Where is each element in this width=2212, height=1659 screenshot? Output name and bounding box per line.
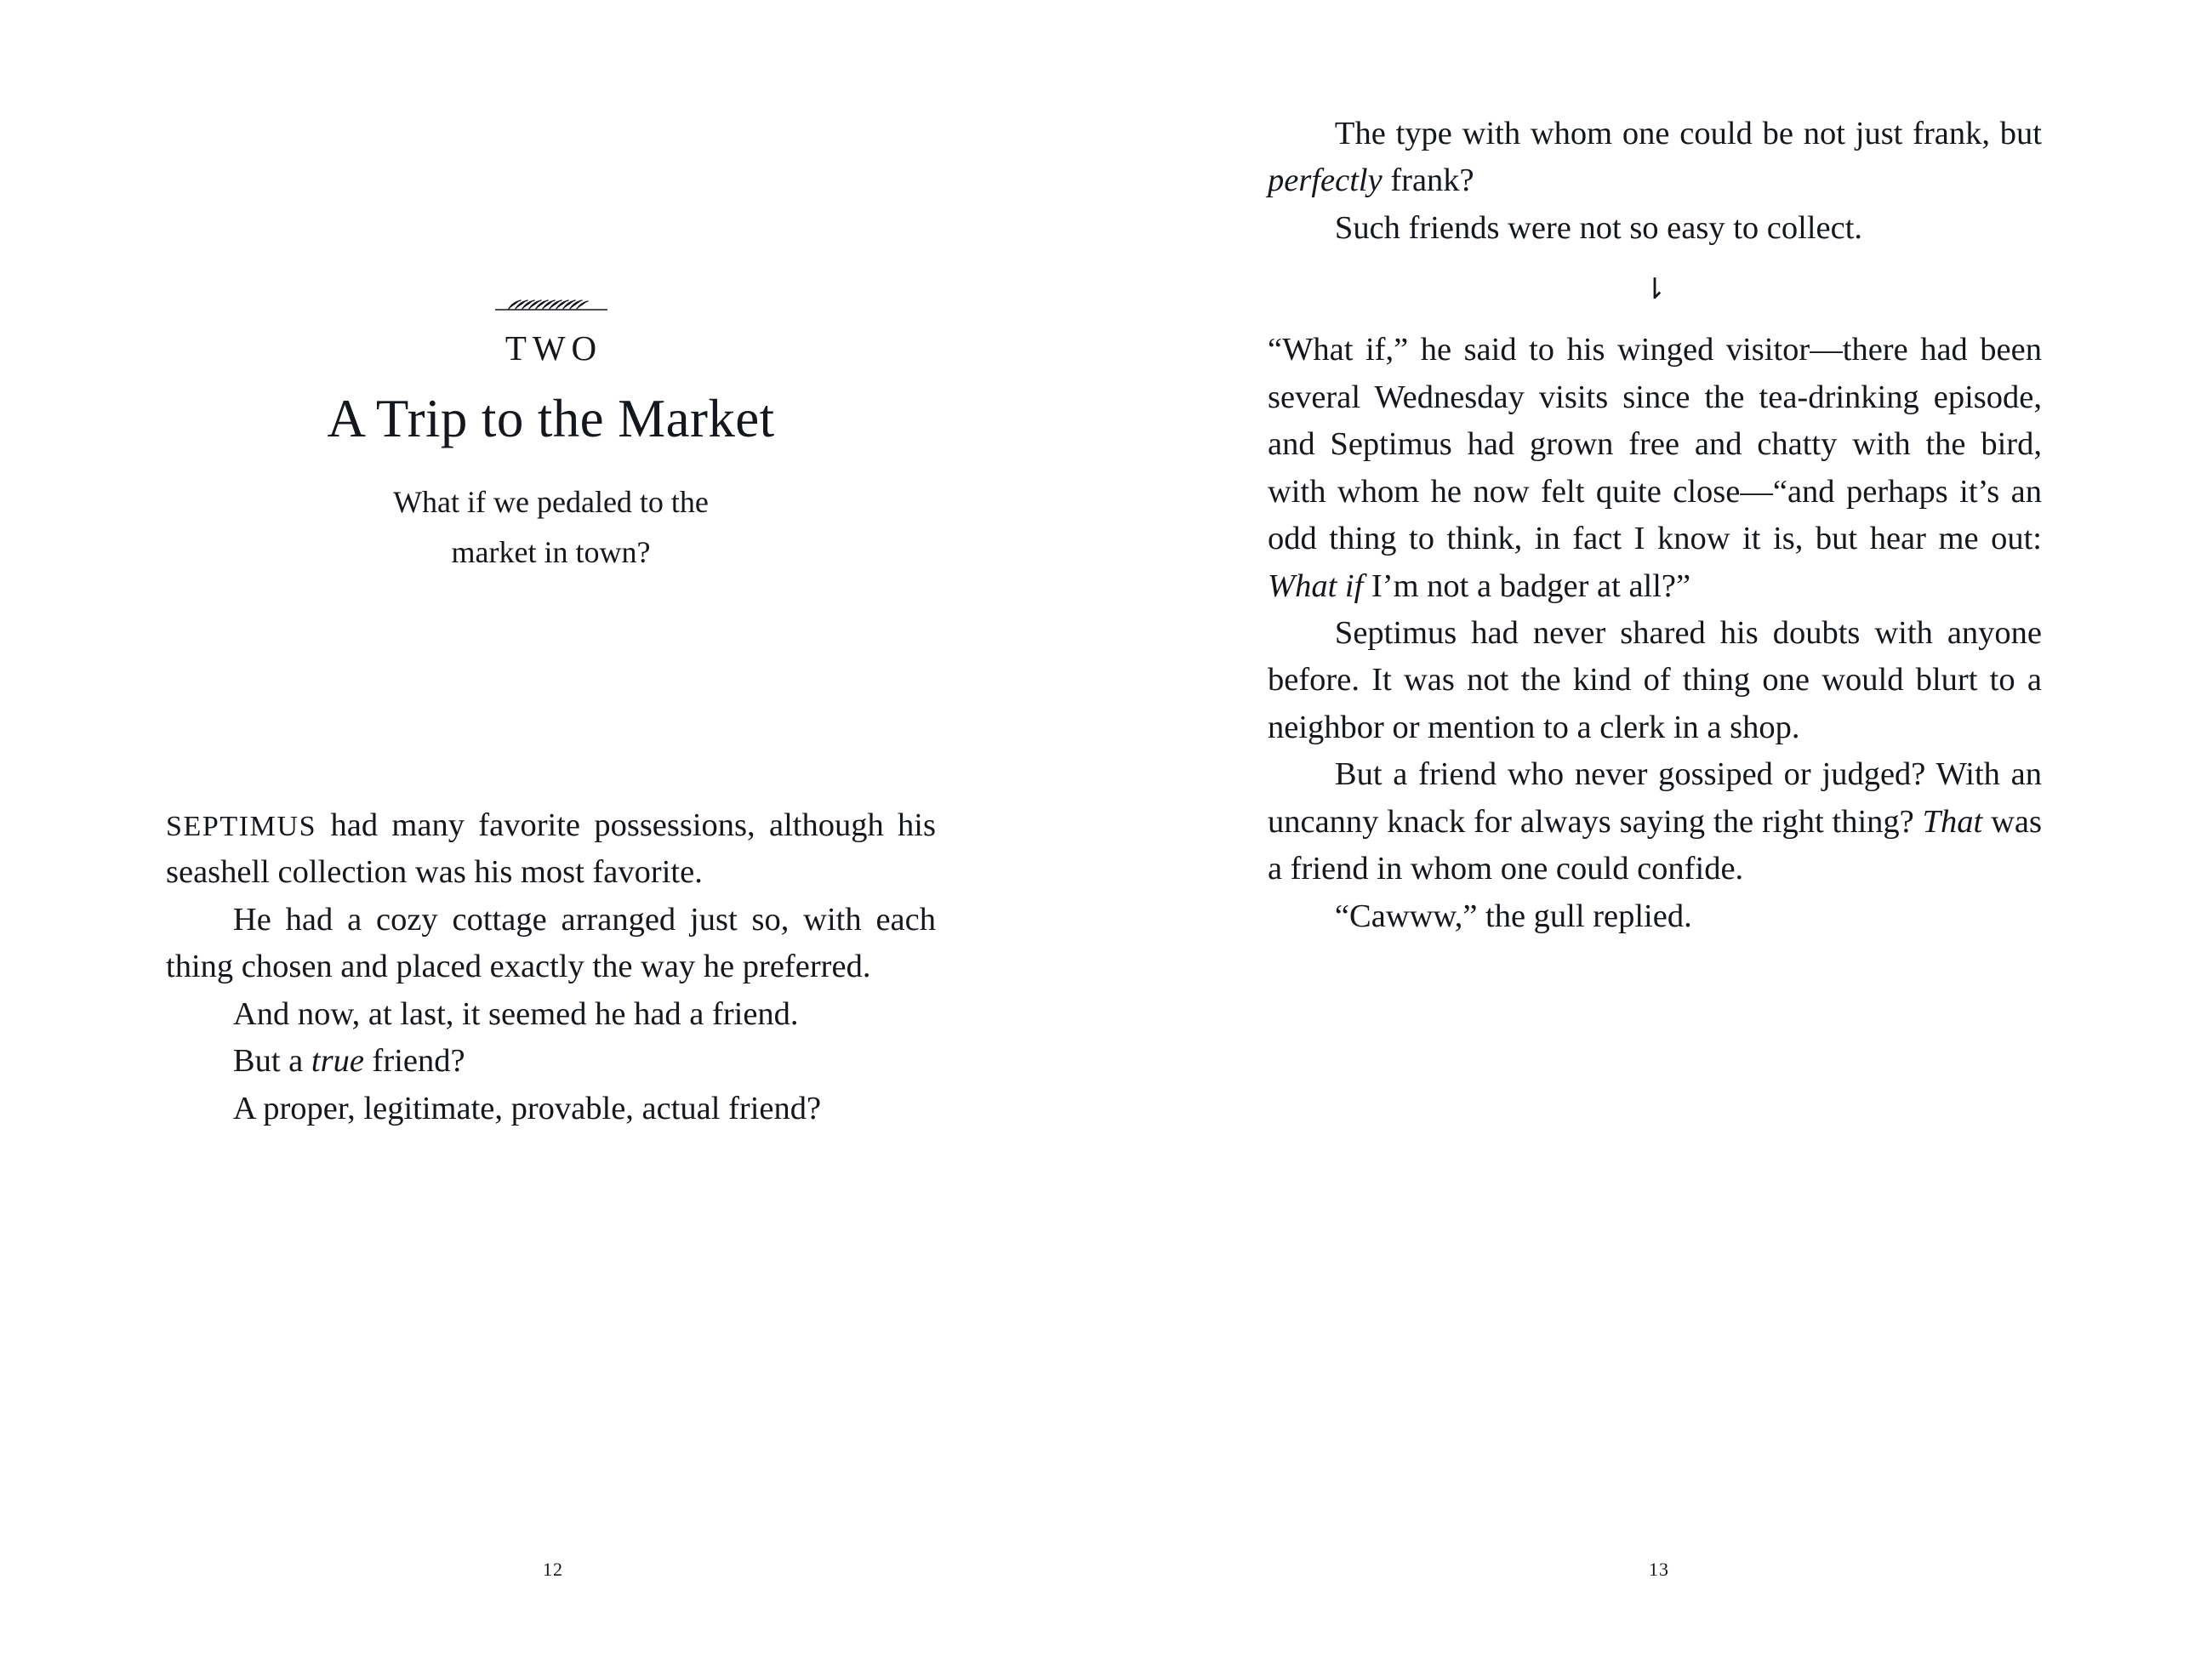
paragraph-10-italic: That: [1922, 803, 1983, 840]
paragraph-6-pre: The type with whom one could be not just frank, but: [1334, 116, 2042, 151]
paragraph-10-pre: But a friend who never gossiped or judged? With an uncanny knack for always saying the right thing?: [1268, 756, 2042, 840]
right-body-text: [1268, 111, 2042, 940]
opening-small-caps: SEPTIMUS: [166, 810, 317, 842]
chapter-epigraph: [313, 477, 790, 577]
folio-left: 12: [543, 1559, 563, 1580]
paragraph-4-pre: But a: [232, 1043, 311, 1080]
paragraph-4-post: friend?: [363, 1043, 465, 1080]
paragraph-11: “Cawww,” the gull replied.: [1334, 898, 1692, 934]
chapter-title: A Trip to the Market: [327, 389, 775, 448]
chapter-opener: [166, 294, 936, 577]
paragraph-4-italic: true: [311, 1043, 364, 1080]
section-break-ornament: ⇂: [1642, 274, 1668, 306]
paragraph-8: [1268, 327, 2042, 610]
paragraph-8-post: I’m not a badger at all?”: [1363, 567, 1691, 604]
paragraph-2: He had a cozy cottage arranged just so, with each thing chosen and placed exactly the way he preferred.: [166, 901, 936, 985]
paragraph-1: [166, 802, 936, 897]
paragraph-7: Such friends were not so easy to collect.: [1334, 209, 1863, 246]
paragraph-3: And now, at last, it seemed he had a friend.: [232, 995, 799, 1032]
paragraph-8-pre: “What if,” he said to his winged visitor—there had been several Wednesday visits since the tea-drinking episode, and Septimus had grown free and chatty with the bird, with whom he now felt quite close—“and perhaps it’s an odd thing to think, in fact I know it is, but hear me out:: [1268, 332, 2042, 557]
paragraph-8-italic: What if: [1268, 567, 1364, 604]
paragraph-6-italic: perfectly: [1268, 162, 1382, 199]
epigraph-line-1: What if we pedaled to the: [393, 485, 709, 520]
paragraph-6: [1268, 111, 2042, 205]
chapter-number: TWO: [505, 328, 603, 368]
paragraph-10: [1268, 751, 2042, 892]
paragraph-6-post: frank?: [1382, 162, 1474, 199]
paragraph-10-post: was a friend in whom one could confide.: [1268, 803, 2042, 887]
folio-right: 13: [1649, 1559, 1669, 1580]
leaf-rule-ornament: [483, 294, 619, 316]
paragraph-4: [166, 1038, 936, 1085]
epigraph-line-2: market in town?: [451, 534, 651, 569]
left-body-text: [166, 802, 936, 1132]
paragraph-5: A proper, legitimate, provable, actual friend?: [232, 1090, 822, 1126]
paragraph-1-rest: had many favorite possessions, although his seashell collection was his most favorite.: [166, 807, 936, 891]
paragraph-9: Septimus had never shared his doubts with anyone before. It was not the kind of thing one would blurt to a neighbor or mention to a clerk in a shop.: [1268, 614, 2042, 745]
right-page: [1106, 0, 2212, 1659]
